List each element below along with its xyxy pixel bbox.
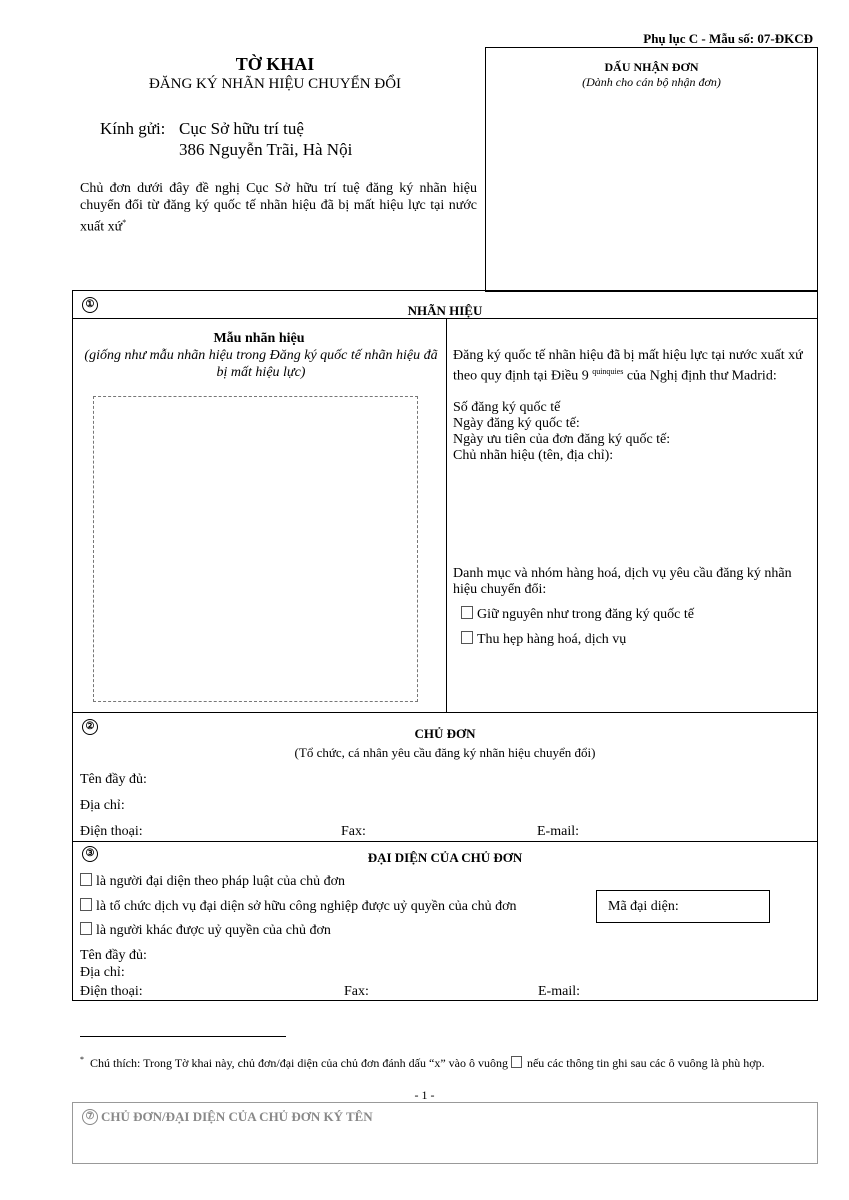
rep-address-label: Địa chỉ:	[80, 965, 125, 980]
section-7-title: CHỦ ĐƠN/ĐẠI DIỆN CỦA CHỦ ĐƠN KÝ TÊN	[101, 1109, 373, 1124]
rep-email-label: E-mail:	[538, 984, 580, 999]
section-2-title: CHỦ ĐƠN	[414, 726, 476, 741]
section-2-number: ②	[82, 719, 98, 735]
applicant-phone-label: Điện thoại:	[80, 824, 143, 839]
checkbox-rep-legal[interactable]	[80, 873, 92, 886]
recipient-label: Kính gửi:	[100, 119, 166, 138]
section-1-number: ①	[82, 297, 98, 313]
trademark-sample-area[interactable]	[93, 396, 418, 702]
rep-option-ip-service[interactable]: là tổ chức dịch vụ đại diện sở hữu công nghiệp được uỷ quyền của chủ đơn	[80, 898, 517, 915]
applicant-name-label: Tên đầy đủ:	[80, 772, 147, 787]
option-narrow[interactable]: Thu hẹp hàng hoá, dịch vụ	[461, 631, 626, 648]
rep-phone-label: Điện thoại:	[80, 984, 143, 999]
page-number: - 1 -	[414, 1088, 435, 1102]
applicant-fax-label: Fax:	[341, 824, 366, 839]
rep-code-label: Mã đại diện:	[608, 899, 679, 914]
sample-title: Mẫu nhãn hiệu	[213, 331, 305, 346]
form-title: TỜ KHAI	[235, 54, 315, 74]
section-1-divider	[72, 318, 818, 319]
stamp-box	[485, 47, 818, 292]
section-3-divider	[72, 841, 818, 842]
rep-name-label: Tên đầy đủ:	[80, 948, 147, 963]
section-2-divider	[72, 712, 818, 713]
sample-note: (giống như mẫu nhãn hiệu trong Đăng ký quốc tế nhãn hiệu đã bị mất hiệu lực)	[84, 348, 438, 380]
footnote-text: * Chú thích: Trong Tờ khai này, chủ đơn/đại diện của chủ đơn đánh dấu “x” vào ô vuông nếu các thông tin ghi sau các ô vuông là phù hợp.	[80, 1055, 765, 1070]
reg-date-label: Ngày đăng ký quốc tế:	[453, 416, 580, 431]
priority-date-label: Ngày ưu tiên của đơn đăng ký quốc tế:	[453, 432, 671, 447]
checkbox-keep[interactable]	[461, 606, 473, 619]
section-1-title: NHÃN HIỆU	[407, 303, 483, 318]
applicant-address-label: Địa chỉ:	[80, 798, 125, 813]
stamp-title: DẤU NHẬN ĐƠN	[604, 60, 699, 74]
section-3-title: ĐẠI DIỆN CỦA CHỦ ĐƠN	[367, 850, 523, 865]
rep-option-legal[interactable]: là người đại diện theo pháp luật của chủ đơn	[80, 873, 345, 890]
intl-registration-desc: Đăng ký quốc tế nhãn hiệu đã bị mất hiệu lực tại nước xuất xứ theo quy định tại Điều 9 $^{quinquies}$ của Nghị định thư Madrid:	[453, 348, 803, 384]
checkbox-narrow[interactable]	[461, 631, 473, 644]
recipient-address: 386 Nguyễn Trãi, Hà Nội	[179, 140, 353, 159]
checkbox-rep-other[interactable]	[80, 922, 92, 935]
option-keep[interactable]: Giữ nguyên như trong đăng ký quốc tế	[461, 606, 694, 623]
footnote-mark: *	[80, 1055, 84, 1064]
section-3-number: ③	[82, 846, 98, 862]
section-2-note: (Tổ chức, cá nhân yêu cầu đăng ký nhãn hiệu chuyển đổi)	[294, 745, 596, 760]
recipient-name: Cục Sở hữu trí tuệ	[179, 119, 304, 138]
form-subtitle: ĐĂNG KÝ NHÃN HIỆU CHUYỂN ĐỔI	[148, 76, 402, 92]
checkbox-rep-ip-service[interactable]	[80, 898, 92, 911]
reg-number-label: Số đăng ký quốc tế	[453, 400, 561, 415]
rep-fax-label: Fax:	[344, 984, 369, 999]
rep-option-other[interactable]: là người khác được uỷ quyền của chủ đơn	[80, 922, 331, 939]
footnote-separator	[80, 1036, 286, 1037]
intro-footnote-mark: *	[122, 218, 127, 227]
section-7-number: ⑦	[82, 1109, 98, 1125]
goods-list-label: Danh mục và nhóm hàng hoá, dịch vụ yêu cầu đăng ký nhãn hiệu chuyển đổi:	[453, 566, 792, 597]
footnote-checkbox-icon	[511, 1056, 522, 1068]
rep-code-box[interactable]	[596, 890, 770, 923]
intl-sup: quinquies	[592, 367, 624, 376]
stamp-note: (Dành cho cán bộ nhận đơn)	[582, 75, 721, 89]
section-1-column-divider	[446, 318, 447, 712]
applicant-email-label: E-mail:	[537, 824, 579, 839]
appendix-label: Phụ lục C - Mẫu số: 07-ĐKCĐ	[643, 31, 813, 46]
owner-label: Chủ nhãn hiệu (tên, địa chỉ):	[453, 448, 614, 463]
intro-paragraph: Chủ đơn dưới đây đề nghị Cục Sở hữu trí tuệ đăng ký nhãn hiệu chuyển đổi từ đăng ký quốc tế nhãn hiệu đã bị mất hiệu lực tại nước xuất xứ*	[80, 181, 477, 235]
